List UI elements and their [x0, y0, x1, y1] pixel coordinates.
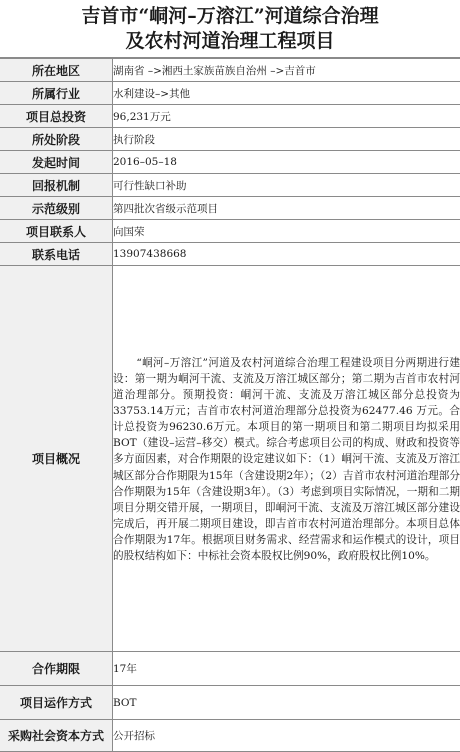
- row-stage: [0, 128, 460, 151]
- row-return-mechanism: [0, 174, 460, 197]
- row-value: BOT: [113, 686, 460, 720]
- row-contact-phone: [0, 243, 460, 266]
- row-value: 向国荣: [113, 220, 460, 243]
- project-info-table: [0, 58, 460, 752]
- title-line-1: 吉首市“峒河–万溶江”河道综合治理: [0, 4, 460, 29]
- row-value: 17年: [113, 652, 460, 686]
- row-label: 所处阶段: [0, 128, 113, 151]
- row-cooperation-period: [0, 652, 460, 686]
- row-label: 发起时间: [0, 151, 113, 174]
- row-launch-date: [0, 151, 460, 174]
- row-contact-person: [0, 220, 460, 243]
- row-label: 所属行业: [0, 82, 113, 105]
- row-label: 联系电话: [0, 243, 113, 266]
- row-value: 可行性缺口补助: [113, 174, 460, 197]
- row-label: 所在地区: [0, 59, 113, 82]
- title-line-2: 及农村河道治理工程项目: [0, 29, 460, 54]
- row-value: 水利建设–>其他: [113, 82, 460, 105]
- row-label: 示范级别: [0, 197, 113, 220]
- row-label: 项目总投资: [0, 105, 113, 128]
- row-procurement-method: [0, 720, 460, 752]
- overview-label: 项目概况: [0, 266, 113, 652]
- row-demo-level: [0, 197, 460, 220]
- row-overview: [0, 266, 460, 652]
- row-label: 合作期限: [0, 652, 113, 686]
- overview-cell: [113, 266, 460, 652]
- row-value: 13907438668: [113, 243, 460, 266]
- row-industry: [0, 82, 460, 105]
- row-value: 湖南省 –>湘西土家族苗族自治州 –>吉首市: [113, 59, 460, 82]
- row-region: [0, 59, 460, 82]
- overview-text: “峒河–万溶江”河道及农村河道综合治理工程建设项目分两期进行建设：第一期为峒河干流、支流及万溶江城区部分；第二期为吉首市农村河道治理部分。预期投资：峒河干流、支流及万溶江城区部分总投资为33753.14万元；吉首市农村河道治理部分总投资为62477.46 万元。合计总投资为96230.6万元。本项目的第一期项目和第二期项目均拟采用BOT（建设–运营–移交）模式。综合考虑项目公司的构成、财政和投资等多方面因素，对合作期限的设定建议如下：（1）峒河干流、支流及万溶江城区部分合作期限为15年（含建设期2年）；（2）吉首市农村河道治理部分合作期限为15年（含建设期3年）。（3）考虑到项目实际情况，一期和二期项目分期交错开展，一期项目，即峒河干流、支流及万溶江城区部分建设完成后，再开展二期项目建设，即吉首市农村河道治理部分。本项目总体合作期限为17年。根据项目财务需求、经营需求和运作模式的设计，项目的股权结构如下：中标社会资本股权比例90%，政府股权比例10%。: [113, 353, 460, 564]
- row-value: 2016–05–18: [113, 151, 460, 174]
- row-operation-mode: [0, 686, 460, 720]
- row-value: 公开招标: [113, 720, 460, 752]
- row-value: 执行阶段: [113, 128, 460, 151]
- row-value: 第四批次省级示范项目: [113, 197, 460, 220]
- row-label: 采购社会资本方式: [0, 720, 113, 752]
- row-total-investment: [0, 105, 460, 128]
- row-label: 项目运作方式: [0, 686, 113, 720]
- row-label: 项目联系人: [0, 220, 113, 243]
- document-title: [0, 0, 460, 58]
- row-label: 回报机制: [0, 174, 113, 197]
- row-value: 96,231万元: [113, 105, 460, 128]
